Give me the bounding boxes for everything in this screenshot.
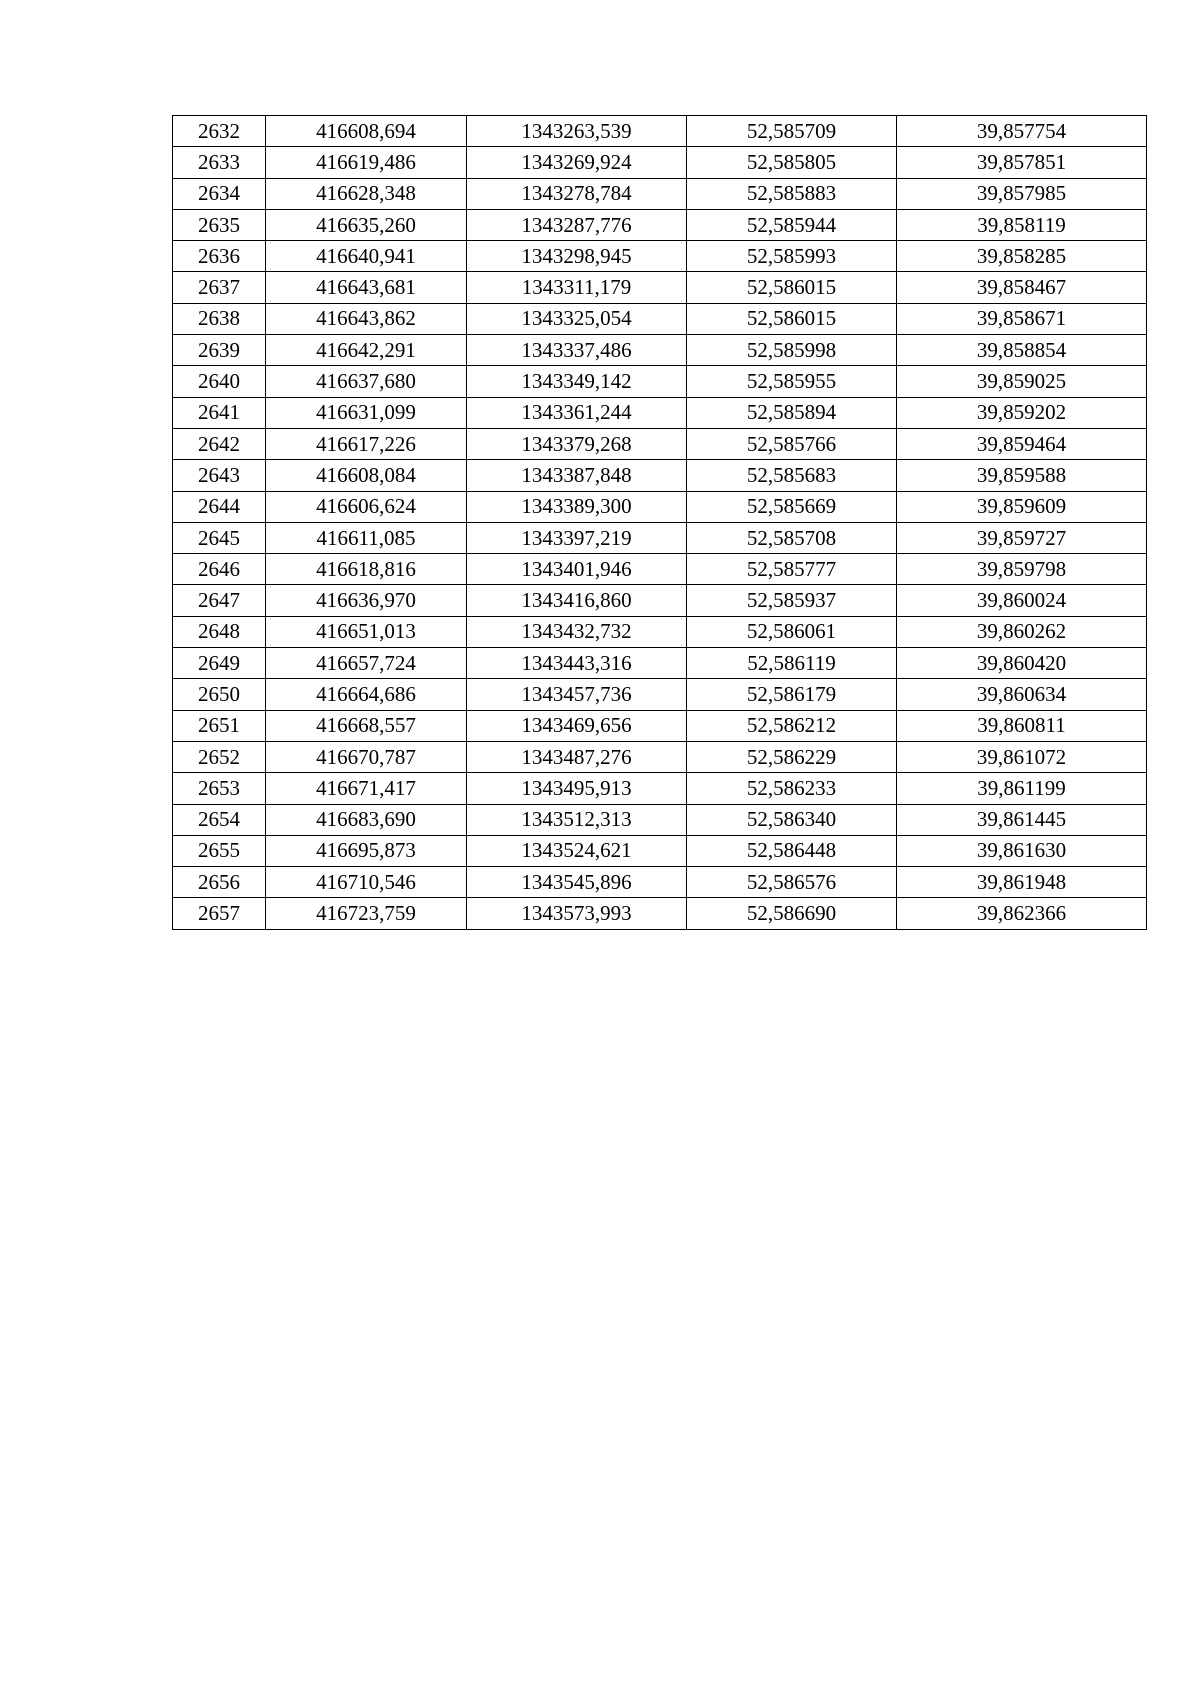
longitude-cell: 39,858671 [897, 303, 1147, 334]
x-coordinate-cell: 416710,546 [266, 867, 467, 898]
y-coordinate-cell: 1343457,736 [467, 679, 687, 710]
table-row [173, 303, 1147, 334]
table-row [173, 804, 1147, 835]
y-coordinate-cell: 1343387,848 [467, 460, 687, 491]
x-coordinate-cell: 416608,694 [266, 116, 467, 147]
table-row [173, 898, 1147, 929]
table-row [173, 616, 1147, 647]
point-number-cell: 2650 [173, 679, 266, 710]
y-coordinate-cell: 1343325,054 [467, 303, 687, 334]
table-row [173, 272, 1147, 303]
table-row [173, 428, 1147, 459]
point-number-cell: 2656 [173, 867, 266, 898]
latitude-cell: 52,585937 [687, 585, 897, 616]
point-number-cell: 2655 [173, 835, 266, 866]
table-row [173, 460, 1147, 491]
longitude-cell: 39,859464 [897, 428, 1147, 459]
longitude-cell: 39,858119 [897, 209, 1147, 240]
y-coordinate-cell: 1343397,219 [467, 522, 687, 553]
coordinates-table [172, 115, 1147, 930]
point-number-cell: 2639 [173, 335, 266, 366]
y-coordinate-cell: 1343278,784 [467, 178, 687, 209]
longitude-cell: 39,859798 [897, 554, 1147, 585]
point-number-cell: 2633 [173, 147, 266, 178]
y-coordinate-cell: 1343379,268 [467, 428, 687, 459]
y-coordinate-cell: 1343545,896 [467, 867, 687, 898]
point-number-cell: 2653 [173, 773, 266, 804]
longitude-cell: 39,860634 [897, 679, 1147, 710]
point-number-cell: 2647 [173, 585, 266, 616]
y-coordinate-cell: 1343298,945 [467, 241, 687, 272]
point-number-cell: 2634 [173, 178, 266, 209]
y-coordinate-cell: 1343349,142 [467, 366, 687, 397]
table-row [173, 773, 1147, 804]
latitude-cell: 52,586340 [687, 804, 897, 835]
point-number-cell: 2645 [173, 522, 266, 553]
longitude-cell: 39,861948 [897, 867, 1147, 898]
table-row [173, 679, 1147, 710]
latitude-cell: 52,586179 [687, 679, 897, 710]
y-coordinate-cell: 1343337,486 [467, 335, 687, 366]
point-number-cell: 2642 [173, 428, 266, 459]
longitude-cell: 39,857851 [897, 147, 1147, 178]
longitude-cell: 39,857985 [897, 178, 1147, 209]
latitude-cell: 52,586212 [687, 710, 897, 741]
table-row [173, 741, 1147, 772]
table-row [173, 867, 1147, 898]
x-coordinate-cell: 416637,680 [266, 366, 467, 397]
x-coordinate-cell: 416628,348 [266, 178, 467, 209]
latitude-cell: 52,586119 [687, 648, 897, 679]
longitude-cell: 39,860024 [897, 585, 1147, 616]
y-coordinate-cell: 1343416,860 [467, 585, 687, 616]
longitude-cell: 39,858854 [897, 335, 1147, 366]
latitude-cell: 52,585894 [687, 397, 897, 428]
x-coordinate-cell: 416657,724 [266, 648, 467, 679]
latitude-cell: 52,586015 [687, 303, 897, 334]
latitude-cell: 52,585993 [687, 241, 897, 272]
point-number-cell: 2638 [173, 303, 266, 334]
table-row [173, 648, 1147, 679]
x-coordinate-cell: 416608,084 [266, 460, 467, 491]
x-coordinate-cell: 416668,557 [266, 710, 467, 741]
table-row [173, 366, 1147, 397]
longitude-cell: 39,860811 [897, 710, 1147, 741]
longitude-cell: 39,859609 [897, 491, 1147, 522]
latitude-cell: 52,586690 [687, 898, 897, 929]
x-coordinate-cell: 416671,417 [266, 773, 467, 804]
table-row [173, 835, 1147, 866]
table-row [173, 554, 1147, 585]
y-coordinate-cell: 1343361,244 [467, 397, 687, 428]
longitude-cell: 39,859025 [897, 366, 1147, 397]
y-coordinate-cell: 1343487,276 [467, 741, 687, 772]
longitude-cell: 39,858467 [897, 272, 1147, 303]
latitude-cell: 52,585944 [687, 209, 897, 240]
latitude-cell: 52,585766 [687, 428, 897, 459]
longitude-cell: 39,861072 [897, 741, 1147, 772]
point-number-cell: 2643 [173, 460, 266, 491]
point-number-cell: 2649 [173, 648, 266, 679]
table-row [173, 209, 1147, 240]
point-number-cell: 2646 [173, 554, 266, 585]
longitude-cell: 39,861630 [897, 835, 1147, 866]
latitude-cell: 52,585883 [687, 178, 897, 209]
point-number-cell: 2632 [173, 116, 266, 147]
point-number-cell: 2652 [173, 741, 266, 772]
point-number-cell: 2641 [173, 397, 266, 428]
y-coordinate-cell: 1343432,732 [467, 616, 687, 647]
x-coordinate-cell: 416640,941 [266, 241, 467, 272]
latitude-cell: 52,585708 [687, 522, 897, 553]
table-row [173, 147, 1147, 178]
latitude-cell: 52,585805 [687, 147, 897, 178]
longitude-cell: 39,861199 [897, 773, 1147, 804]
x-coordinate-cell: 416618,816 [266, 554, 467, 585]
latitude-cell: 52,586448 [687, 835, 897, 866]
latitude-cell: 52,586233 [687, 773, 897, 804]
x-coordinate-cell: 416636,970 [266, 585, 467, 616]
x-coordinate-cell: 416643,681 [266, 272, 467, 303]
y-coordinate-cell: 1343524,621 [467, 835, 687, 866]
longitude-cell: 39,859588 [897, 460, 1147, 491]
x-coordinate-cell: 416723,759 [266, 898, 467, 929]
point-number-cell: 2657 [173, 898, 266, 929]
point-number-cell: 2648 [173, 616, 266, 647]
y-coordinate-cell: 1343469,656 [467, 710, 687, 741]
latitude-cell: 52,585683 [687, 460, 897, 491]
x-coordinate-cell: 416643,862 [266, 303, 467, 334]
y-coordinate-cell: 1343573,993 [467, 898, 687, 929]
y-coordinate-cell: 1343311,179 [467, 272, 687, 303]
table-row [173, 585, 1147, 616]
y-coordinate-cell: 1343443,316 [467, 648, 687, 679]
y-coordinate-cell: 1343512,313 [467, 804, 687, 835]
point-number-cell: 2644 [173, 491, 266, 522]
y-coordinate-cell: 1343389,300 [467, 491, 687, 522]
longitude-cell: 39,860420 [897, 648, 1147, 679]
longitude-cell: 39,858285 [897, 241, 1147, 272]
x-coordinate-cell: 416683,690 [266, 804, 467, 835]
point-number-cell: 2654 [173, 804, 266, 835]
y-coordinate-cell: 1343263,539 [467, 116, 687, 147]
longitude-cell: 39,862366 [897, 898, 1147, 929]
x-coordinate-cell: 416631,099 [266, 397, 467, 428]
point-number-cell: 2635 [173, 209, 266, 240]
y-coordinate-cell: 1343401,946 [467, 554, 687, 585]
longitude-cell: 39,859202 [897, 397, 1147, 428]
table-row [173, 397, 1147, 428]
coordinates-table-body [173, 116, 1147, 930]
latitude-cell: 52,585998 [687, 335, 897, 366]
latitude-cell: 52,586229 [687, 741, 897, 772]
x-coordinate-cell: 416695,873 [266, 835, 467, 866]
table-row [173, 522, 1147, 553]
x-coordinate-cell: 416635,260 [266, 209, 467, 240]
table-row [173, 116, 1147, 147]
point-number-cell: 2640 [173, 366, 266, 397]
longitude-cell: 39,859727 [897, 522, 1147, 553]
x-coordinate-cell: 416619,486 [266, 147, 467, 178]
x-coordinate-cell: 416670,787 [266, 741, 467, 772]
x-coordinate-cell: 416611,085 [266, 522, 467, 553]
table-row [173, 241, 1147, 272]
latitude-cell: 52,585669 [687, 491, 897, 522]
longitude-cell: 39,860262 [897, 616, 1147, 647]
latitude-cell: 52,585955 [687, 366, 897, 397]
x-coordinate-cell: 416617,226 [266, 428, 467, 459]
y-coordinate-cell: 1343495,913 [467, 773, 687, 804]
x-coordinate-cell: 416606,624 [266, 491, 467, 522]
longitude-cell: 39,861445 [897, 804, 1147, 835]
latitude-cell: 52,585709 [687, 116, 897, 147]
x-coordinate-cell: 416664,686 [266, 679, 467, 710]
latitude-cell: 52,586061 [687, 616, 897, 647]
table-row [173, 178, 1147, 209]
y-coordinate-cell: 1343287,776 [467, 209, 687, 240]
latitude-cell: 52,586015 [687, 272, 897, 303]
longitude-cell: 39,857754 [897, 116, 1147, 147]
y-coordinate-cell: 1343269,924 [467, 147, 687, 178]
point-number-cell: 2636 [173, 241, 266, 272]
point-number-cell: 2637 [173, 272, 266, 303]
latitude-cell: 52,585777 [687, 554, 897, 585]
latitude-cell: 52,586576 [687, 867, 897, 898]
x-coordinate-cell: 416642,291 [266, 335, 467, 366]
table-row [173, 335, 1147, 366]
point-number-cell: 2651 [173, 710, 266, 741]
x-coordinate-cell: 416651,013 [266, 616, 467, 647]
table-row [173, 710, 1147, 741]
table-row [173, 491, 1147, 522]
